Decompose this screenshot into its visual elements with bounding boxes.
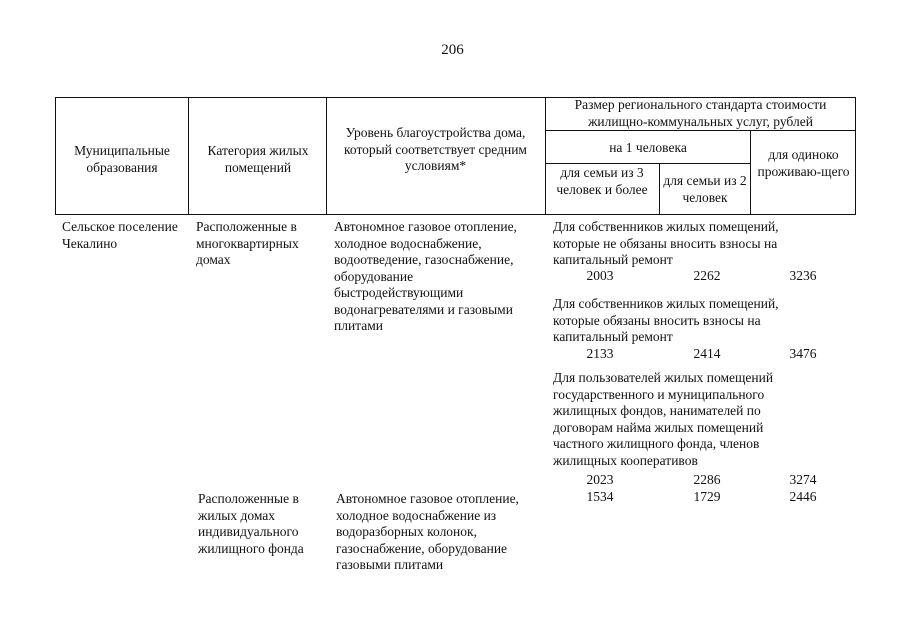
group-owners-no-repair-single: 3236	[789, 268, 817, 283]
group-owners-repair-single: 3476	[789, 346, 817, 361]
level-individual-houses: Автономное газовое отопление, холодное водоснабжение из водоразборных колонок, газоснабжение, оборудование газовыми плитами	[336, 491, 519, 572]
group-individual-family3: 1534	[586, 489, 614, 504]
header-municipality: Муниципальные образования	[74, 143, 170, 175]
header-family-2: для семьи из 2 человек	[663, 173, 747, 205]
group-users-family2: 2286	[693, 472, 721, 487]
category-individual-houses: Расположенные в жилых домах индивидуального жилищного фонда	[198, 491, 304, 556]
header-standard-size: Размер регионального стандарта стоимости жилищно-коммунальных услуг, рублей	[574, 97, 827, 129]
header-per-person: на 1 человека	[609, 140, 687, 155]
group-users-single: 3274	[789, 472, 817, 487]
group-individual-single: 2446	[789, 489, 817, 504]
group-users-family3: 2023	[586, 472, 614, 487]
group-owners-no-repair-family2: 2262	[693, 268, 721, 283]
header-level: Уровень благоустройства дома, который соответствует средним условиям*	[344, 125, 527, 173]
group-owners-repair-family2: 2414	[693, 346, 721, 361]
level-apartments: Автономное газовое отопление, холодное водоснабжение, водоотведение, газоснабжение, оборудование быстродействующими водонагревателями и газовыми плитами	[334, 219, 517, 333]
group-owners-no-repair-family3: 2003	[586, 268, 614, 283]
header-category: Категория жилых помещений	[207, 143, 309, 175]
group-owners-no-repair-label: Для собственников жилых помещений, которые не обязаны вносить взносы на капитальный ремонт	[553, 219, 779, 267]
group-individual-family2: 1729	[693, 489, 721, 504]
municipality-name: Сельское поселение Чекалино	[62, 219, 178, 251]
group-owners-repair-label: Для собственников жилых помещений, которые обязаны вносить взносы на капитальный ремонт	[553, 296, 779, 344]
header-family-3: для семьи из 3 человек и более	[556, 165, 648, 197]
category-apartments: Расположенные в многоквартирных домах	[196, 219, 299, 267]
group-users-label: Для пользователей жилых помещений государственного и муниципального жилищных фондов, нанимателей по договорам найма жилых помещений частного жилищного фонда, членов жилищных кооперативов	[553, 370, 774, 468]
page-number: 206	[441, 42, 464, 58]
header-single: для одиноко проживаю-щего	[757, 147, 850, 179]
group-owners-repair-family3: 2133	[586, 346, 614, 361]
